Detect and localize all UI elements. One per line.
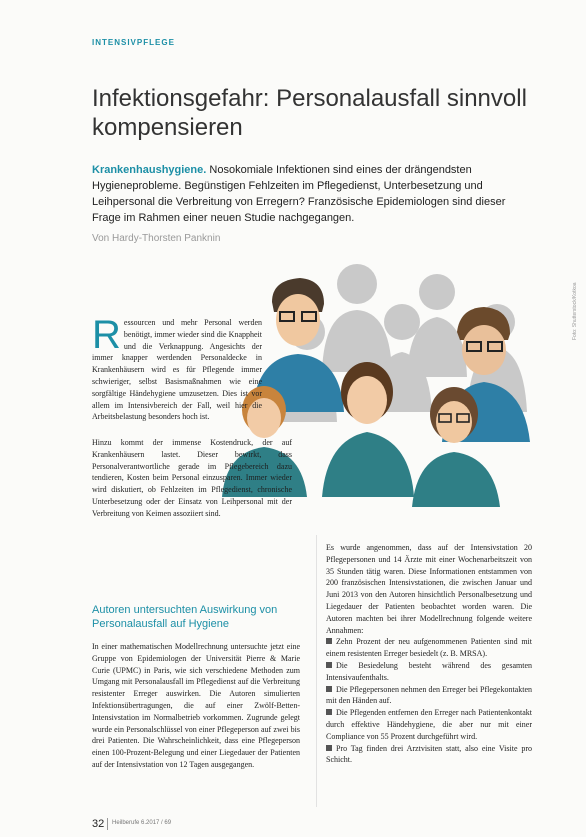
section-kicker: INTENSIVPFLEGE [92,38,175,47]
lead-keyword: Krankenhaushygiene. [92,164,207,176]
list-item: Zehn Prozent der neu aufgenommenen Patienten sind mit einem resistenten Erreger besiedelt (z. B. MRSA). [326,637,532,659]
body-left: In einer mathematischen Modellrechnung untersuchte jetzt eine Gruppe von Epidemiologen der Universität Pierre & Marie Curie (UPMC) in Paris, wie sich verschiedene Methoden zum Umgang mit Personalausfall im Pflegedienst auf die Verbreitung resistenter Erreger auswirken. Die Autoren simulierten Infektionsübertragungen, die auf einer Zwölf-Betten-Intensivstation im Normalbetrieb vorkommen. Zugrunde gelegt wurde ein Personalschlüssel von einer Pflegeperson auf zwei bis drei Patienten. Die Wahrscheinlichkeit, dass eine Pflegeperson einen 100-Prozent-Belegung und einer Liegedauer der Patienten auf der Intensivstation von 12 Tagen ausgegangen. [92,642,300,769]
bullet-square-icon [326,709,332,715]
lead-text: Nosokomiale Infektionen sind eines der drängendsten Hygieneprobleme. Begünstigen Fehlzeiten im Pflegedienst, Unterbesetzung und Leihpersonal die Verbreitung von Erregern? Französische Epidemiologen sind dieser Frage im Rahmen einer neuen Studie nachgegangen. [92,164,506,224]
bullet-square-icon [326,745,332,751]
section-subhead: Autoren untersuchten Auswirkung von Personalausfall auf Hygiene [92,604,278,630]
intro-paragraph [92,313,262,423]
list-item: Die Pflegepersonen nehmen den Erreger bei Pflegekontakten mit den Händen auf. [326,684,532,706]
intro-paragraph-2: Hinzu kommt der immense Kostendruck, der auf Krankenhäusern lastet. Dieser bewirkt, dass Personalverantwortliche gerade im Pflegebereich dazu tendieren, Kosten beim Personal einzusparen. Immer wieder wird diskutiert, ob Fehlzeiten im Pflegedienst, chronische Unterbesetzung oder der Einsatz von Leihpersonal mit der Verbreitung von Keimen assoziiert sind. [92,438,292,518]
intro-text: essourcen und mehr Personal werden benötigt, immer wieder sind die Knappheit und die Verknappung. Angesichts der immer knapper werdenden Personaldecke in Krankenhäusern wird es für Pflegende immer schwieriger, selbst Basismaßnahmen wie eine sorgfältige Händehygiene umzusetzen. Dies ist vor allem im Intensivbereich der Fall, weil hier die Arbeitsbelastung besonders hoch ist. [92,318,262,422]
body-right-intro: Es wurde angenommen, dass auf der Intensivstation 20 Pflegepersonen und 14 Ärzte mit einer Wochenarbeitszeit von 35 Stunden tätig waren. Diese Informationen entstammen von 200 französischen Intensivstationen, die zwischen Januar und Juni 2013 von den Autoren hinsichtlich Personalbesetzung und Liegedauer der Patienten beobachtet worden waren. Die Autoren machten bei ihrer Modellrechnung folgende weitere Annahmen: [326,543,532,635]
publication-info: Heilberufe 6.2017 / 69 [112,820,172,826]
footer-divider [107,818,108,830]
bullet-square-icon [326,686,332,692]
photo-credit: Foto: Shutterstock/Kotkoa [572,282,578,340]
bullet-square-icon [326,638,332,644]
bullet-square-icon [326,662,332,668]
dropcap: R [92,313,121,357]
bullet-list [326,636,532,766]
list-item: Pro Tag finden drei Arztvisiten statt, also eine Visite pro Schicht. [326,743,532,765]
column-divider [316,535,317,807]
body-right [326,542,532,766]
list-item: Die Besiedelung besteht während des gesamten Intensivaufenthalts. [326,660,532,682]
article-lead [92,162,524,226]
article-title: Infektionsgefahr: Personalausfall sinnvoll kompensieren [92,85,527,141]
list-item: Die Pflegenden entfernen den Erreger nach Patientenkontakt durch effektive Händehygiene, die aber nur mit einer Compliance von 55 Prozent durchgeführt wird. [326,708,532,741]
author-byline: Von Hardy-Thorsten Panknin [92,233,221,244]
page-number: 32 [92,818,105,830]
